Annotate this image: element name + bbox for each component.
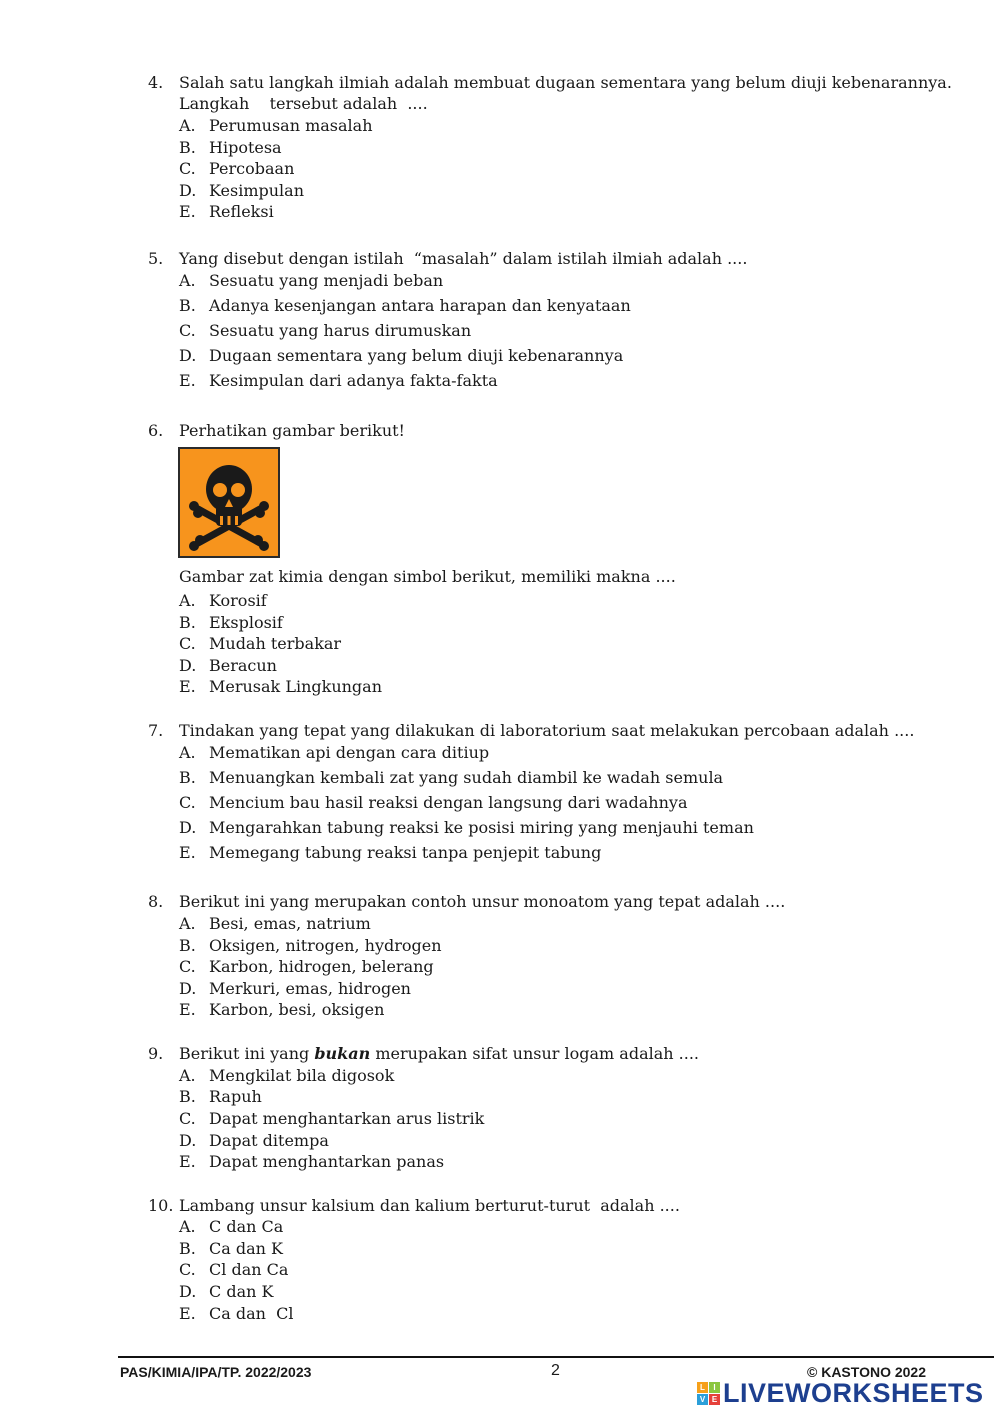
question-6-number: 6. — [148, 421, 164, 440]
question-7-option-b[interactable]: B. Menuangkan kembali zat yang sudah diambil ke wadah semula — [179, 768, 724, 787]
toxic-skull-hazard-icon — [178, 447, 280, 558]
footer-document-code: PAS/KIMIA/IPA/TP. 2022/2023 — [120, 1364, 312, 1380]
question-10-option-c[interactable]: C. Cl dan Ca — [179, 1260, 289, 1279]
question-10-option-a[interactable]: A. C dan Ca — [179, 1217, 284, 1236]
question-6-stem-after-image: Gambar zat kimia dengan simbol berikut, memiliki makna .... — [179, 567, 676, 586]
question-10-option-e[interactable]: E. Ca dan Cl — [179, 1304, 294, 1323]
question-10-number: 10. — [148, 1196, 174, 1215]
question-8-option-d[interactable]: D. Merkuri, emas, hidrogen — [179, 979, 411, 998]
question-8-option-e[interactable]: E. Karbon, besi, oksigen — [179, 1000, 385, 1019]
question-6-stem: Perhatikan gambar berikut! — [179, 421, 405, 440]
question-6-option-a[interactable]: A. Korosif — [179, 591, 267, 610]
question-5-option-e[interactable]: E. Kesimpulan dari adanya fakta-fakta — [179, 371, 498, 390]
question-7-option-d[interactable]: D. Mengarahkan tabung reaksi ke posisi miring yang menjauhi teman — [179, 818, 754, 837]
page-number: 2 — [551, 1362, 560, 1379]
question-6-option-e[interactable]: E. Merusak Lingkungan — [179, 677, 383, 696]
question-6-option-b[interactable]: B. Eksplosif — [179, 613, 283, 632]
question-10-stem: Lambang unsur kalsium dan kalium berturut-turut adalah .... — [179, 1196, 680, 1215]
question-8-number: 8. — [148, 892, 164, 911]
emphasis-bukan: bukan — [314, 1044, 371, 1063]
question-7-number: 7. — [148, 721, 164, 740]
question-8-option-b[interactable]: B. Oksigen, nitrogen, hydrogen — [179, 936, 442, 955]
question-5-option-c[interactable]: C. Sesuatu yang harus dirumuskan — [179, 321, 472, 340]
question-8-option-a[interactable]: A. Besi, emas, natrium — [179, 914, 371, 933]
question-10-option-d[interactable]: D. C dan K — [179, 1282, 274, 1301]
question-6-option-d[interactable]: D. Beracun — [179, 656, 277, 675]
question-9-option-e[interactable]: E. Dapat menghantarkan panas — [179, 1152, 445, 1171]
question-7-option-c[interactable]: C. Mencium bau hasil reaksi dengan langsung dari wadahnya — [179, 793, 688, 812]
question-5-option-d[interactable]: D. Dugaan sementara yang belum diuji kebenarannya — [179, 346, 624, 365]
question-5-option-b[interactable]: B. Adanya kesenjangan antara harapan dan kenyataan — [179, 296, 631, 315]
question-9-number: 9. — [148, 1044, 164, 1063]
question-4-option-e[interactable]: E. Refleksi — [179, 202, 274, 221]
question-9-option-c[interactable]: C. Dapat menghantarkan arus listrik — [179, 1109, 485, 1128]
question-9-stem: Berikut ini yang bukan merupakan sifat unsur logam adalah .... — [179, 1044, 699, 1063]
question-9-option-a[interactable]: A. Mengkilat bila digosok — [179, 1066, 395, 1085]
question-4-option-b[interactable]: B. Hipotesa — [179, 138, 282, 157]
liveworksheets-blocks-icon: L I V E — [697, 1382, 720, 1405]
question-4-option-d[interactable]: D. Kesimpulan — [179, 181, 304, 200]
question-9-option-d[interactable]: D. Dapat ditempa — [179, 1131, 329, 1150]
question-7-option-e[interactable]: E. Memegang tabung reaksi tanpa penjepit tabung — [179, 843, 602, 862]
footer-copyright: © KASTONO 2022 — [807, 1364, 926, 1380]
question-5-option-a[interactable]: A. Sesuatu yang menjadi beban — [179, 271, 444, 290]
question-7-stem: Tindakan yang tepat yang dilakukan di laboratorium saat melakukan percobaan adalah .... — [179, 721, 915, 740]
skull-crossbones-icon — [180, 449, 278, 556]
question-9-option-b[interactable]: B. Rapuh — [179, 1087, 262, 1106]
question-5-stem: Yang disebut dengan istilah “masalah” dalam istilah ilmiah adalah .... — [179, 249, 748, 268]
question-4-option-c[interactable]: C. Percobaan — [179, 159, 295, 178]
liveworksheets-wordmark: LIVEWORKSHEETS — [723, 1378, 984, 1408]
question-8-stem: Berikut ini yang merupakan contoh unsur monoatom yang tepat adalah .... — [179, 892, 786, 911]
question-4-stem-line-1: Salah satu langkah ilmiah adalah membuat dugaan sementara yang belum diuji kebenarannya. — [179, 73, 952, 92]
question-4-number: 4. — [148, 73, 164, 92]
question-4-option-a[interactable]: A. Perumusan masalah — [179, 116, 373, 135]
question-6-option-c[interactable]: C. Mudah terbakar — [179, 634, 342, 653]
question-10-option-b[interactable]: B. Ca dan K — [179, 1239, 283, 1258]
footer-divider — [118, 1356, 994, 1358]
question-5-number: 5. — [148, 249, 164, 268]
question-8-option-c[interactable]: C. Karbon, hidrogen, belerang — [179, 957, 434, 976]
question-4-stem-line-2: Langkah tersebut adalah .... — [179, 94, 428, 113]
liveworksheets-logo[interactable] — [697, 1379, 984, 1407]
question-7-option-a[interactable]: A. Mematikan api dengan cara ditiup — [179, 743, 490, 762]
